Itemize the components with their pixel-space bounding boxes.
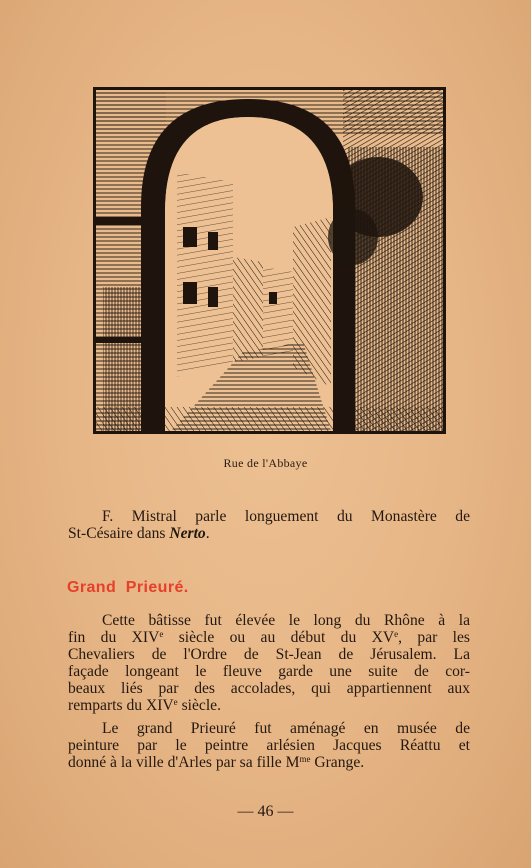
p1-line-4: façade longeant le fleuve garde une suite de cor- — [68, 663, 470, 680]
p1-line-6a: remparts du XIV — [68, 697, 174, 714]
abbey-street-engraving — [93, 87, 446, 434]
p2-line-1: Le grand Prieuré fut aménagé en musée de — [102, 720, 470, 737]
page-number: — 46 — — [237, 803, 294, 820]
intro-line-2-pre: St-Césaire dans — [68, 525, 170, 542]
p1-sup-1: e — [159, 629, 164, 639]
prieure-paragraph-1 — [68, 612, 470, 714]
p2-line-3a: donné à la ville d'Arles par sa fille M — [68, 754, 300, 771]
intro-line-1: F. Mistral parle longuement du Monastère de — [102, 508, 470, 525]
intro-line-2-post: . — [205, 525, 210, 542]
section-heading: Grand Prieuré. — [67, 579, 189, 596]
p1-line-3: Chevaliers de l'Ordre de St-Jean de Jérusalem. La — [68, 646, 470, 663]
p1-line-2b: siècle ou au début du XV — [163, 629, 395, 646]
p1-line-6b: siècle. — [177, 697, 221, 714]
p2-line-3b: Grange. — [310, 754, 365, 771]
p1-line-2a: fin du XIV — [68, 629, 160, 646]
p2-line-2: peinture par le peintre arlésien Jacques Réattu et — [68, 737, 470, 754]
p1-sup-2: e — [394, 629, 399, 639]
p1-line-1: Cette bâtisse fut élevée le long du Rhône à la — [102, 612, 470, 629]
intro-paragraph — [68, 508, 470, 542]
p1-line-5: beaux liés par des accolades, qui appartiennent aux — [68, 680, 470, 697]
p1-line-2c: , par les — [398, 629, 471, 646]
prieure-paragraph-2 — [68, 720, 470, 771]
illustration-caption: Rue de l'Abbaye — [223, 456, 308, 470]
p2-sup-1: me — [299, 754, 311, 764]
intro-nerto-title: Nerto — [169, 525, 206, 542]
p1-sup-3: e — [173, 697, 178, 707]
